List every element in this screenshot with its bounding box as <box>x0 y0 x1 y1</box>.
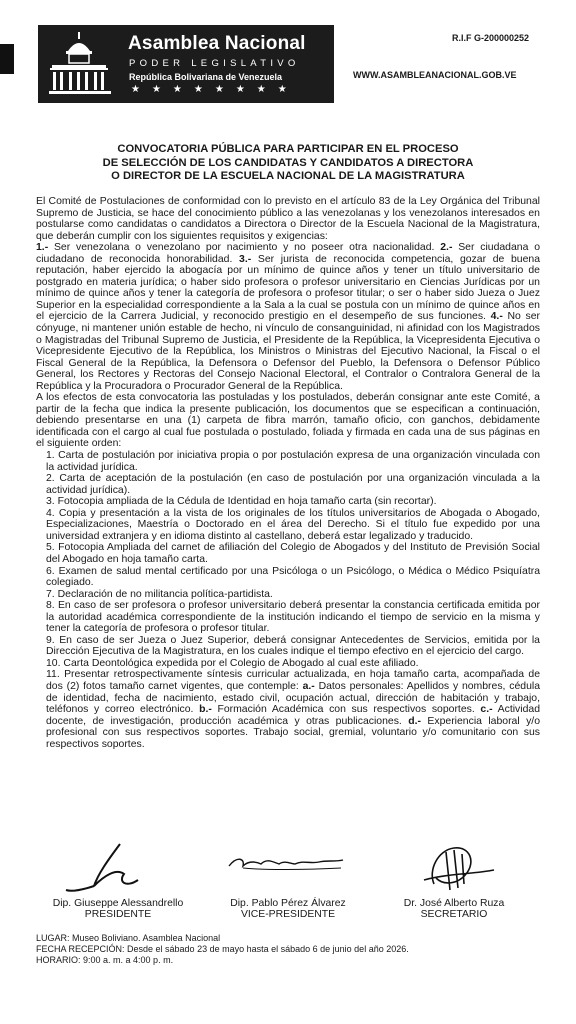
item-11-a-text: Datos personales: Apellidos y nombres, cédula de identidad, fecha de nacimiento, estado civil, ocupación actual, dirección de habitación y trabajo, teléfonos y correo electrónico. <box>46 680 541 716</box>
header-banner <box>38 25 334 103</box>
document-item: 8. En caso de ser profesora o profesor universitario deberá presentar la constancia certificada emitida por la autoridad académica correspondiente de la institución indicando el tiempo de servicio en la misma y tener la categoría de profesora o profesor titular. <box>46 600 540 635</box>
intro-paragraph: El Comité de Postulaciones de conformidad con lo previsto en el artículo 83 de la Ley Orgánica del Tribunal Supremo de Justicia, se hace del conocimiento público a las venezolanas y los venezolanos interesados en postularse como candidatas o candidatos a Directora o Director de la Escuela Nacional de la Magistratura, que deberán cumplir con los siguientes requisitos y exigencias: <box>36 196 540 242</box>
item-11-d-label: d.- <box>408 715 421 727</box>
item-11-lead: 11. Presentar retrospectivamente síntesis curricular actualizada, en hoja tamaño carta, acompañada de dos (2) fotos tamaño carnet vigentes, que contemple: <box>46 669 540 692</box>
fecha-value: Desde el sábado 23 de mayo hasta el sábado 6 de junio del año 2026. <box>124 944 409 954</box>
lugar-value: Museo Boliviano. Asamblea Nacional <box>69 933 221 943</box>
signer-role: VICE-PRESIDENTE <box>240 909 336 920</box>
capitol-building-logo <box>44 29 116 99</box>
website-link[interactable]: WWW.ASAMBLEANACIONAL.GOB.VE <box>353 70 517 80</box>
handwritten-signature-1 <box>58 840 178 898</box>
signatures-block <box>40 840 540 930</box>
document-item: 10. Carta Deontológica expedida por el Colegio de Abogado al cual este afiliado. <box>46 657 419 669</box>
document-item: 5. Fotocopia Ampliada del carnet de afiliación del Colegio de Abogados y del Instituto de Previsión Social del Abogado en hoja tamaño carta. <box>46 542 540 565</box>
document-item: 2. Carta de aceptación de la postulación (en caso de postulación por una organización vinculada a la actividad jurídica). <box>46 473 540 496</box>
document-item: 9. En caso de ser Jueza o Juez Superior, deberá consignar Antecedentes de Servicios, emitida por la Dirección Ejecutiva de la Magistratura, en los cuales indique el tiempo efectivo en el ejercicio del cargo. <box>46 634 540 658</box>
rif-number: R.I.F G-200000252 <box>452 33 530 43</box>
req-num-3: 3.- <box>239 253 252 265</box>
req-num-4: 4.- <box>490 311 503 323</box>
document-item: 1. Carta de postulación por iniciativa propia o por postulación expresa de una organización vinculada con la actividad jurídica. <box>46 450 540 473</box>
footer-horario <box>36 955 409 966</box>
footer-info <box>36 933 409 966</box>
document-item: 3. Fotocopia ampliada de la Cédula de Identidad en hoja tamaño carta (sin recortar). <box>46 496 437 508</box>
req-num-1: 1.- <box>36 242 49 254</box>
signature-secretary <box>374 840 534 920</box>
signature-president <box>38 840 198 920</box>
title-line-1: CONVOCATORIA PÚBLICA PARA PARTICIPAR EN EL PROCESO <box>117 143 459 155</box>
handwritten-signature-2 <box>223 840 353 898</box>
signature-vice-president <box>208 840 368 920</box>
requirements-paragraph <box>36 242 540 392</box>
document-item: 4. Copia y presentación a la vista de los originales de los títulos universitarios de Abogada o Abogado, Especializaciones, Maestría o Doctorado en el área del Derecho. Si el título fue expedido por una universidad extranjera y en idioma distinto al castellano, deberá estar legalizado y traducido. <box>46 507 540 542</box>
document-item: 6. Examen de salud mental certificado por una Psicóloga o un Psicólogo, o Médica o Médico Psiquíatra colegiado. <box>46 565 540 589</box>
req-text-3: Ser jurista de reconocida competencia, gozar de buena reputación, haber ejercido la abogacía por un mínimo de quince años y tener un título universitario de postgrado en materia jurídica; o haber sido profesora o profesor universitario en Ciencias Jurídicas por un mínimo de quince años y tener la categoría de profesora o profesor titular; o ser o haber sido Jueza o Juez Superior en la especialidad correspondiente a la Sala a la cual se postula con un mínimo de quince años en el ejercicio de la Carrera Judicial, y reconocido prestigio en el desempeño de sus funciones. <box>36 253 540 323</box>
document-item-11 <box>36 669 540 750</box>
signer-name: Dip. Giuseppe Alessandrello <box>52 898 184 909</box>
footer-lugar <box>36 933 409 944</box>
edge-mark <box>0 44 14 74</box>
org-name: Asamblea Nacional <box>128 33 306 54</box>
item-11-d-text: Experiencia laboral y/o profesional con sus respectivos soportes. Trabajo social, gremial, voluntario y/o comunitario con sus respectivos soportes. <box>46 715 541 750</box>
document-body <box>36 196 540 750</box>
handwritten-signature-3 <box>394 840 514 898</box>
footer-fecha <box>36 944 409 955</box>
title-line-3: O DIRECTOR DE LA ESCUELA NACIONAL DE LA MAGISTRATURA <box>111 170 465 182</box>
horario-label: HORARIO: <box>36 955 81 965</box>
documents-list <box>36 450 540 750</box>
req-num-2: 2.- <box>440 242 453 254</box>
document-title <box>40 143 536 184</box>
signer-name: Dip. Pablo Pérez Álvarez <box>230 898 346 909</box>
item-11-c-label: c.- <box>480 704 493 716</box>
title-line-2: DE SELECCIÓN DE LOS CANDIDATAS Y CANDIDATOS A DIRECTORA <box>102 156 474 169</box>
fecha-label: FECHA RECEPCIÓN: <box>36 944 125 954</box>
signer-role: SECRETARIO <box>420 909 488 920</box>
item-11-a-label: a.- <box>302 680 315 692</box>
lugar-label: LUGAR: <box>36 933 70 943</box>
signer-name: Dr. José Alberto Ruza <box>403 898 505 909</box>
item-11-c-text: Actividad docente, de investigación, producción académica y otras publicaciones. <box>46 704 540 727</box>
org-subtitle: PODER LEGISLATIVO <box>129 58 300 69</box>
signer-role: PRESIDENTE <box>84 909 152 920</box>
org-country: República Bolivariana de Venezuela <box>129 72 283 82</box>
item-11-b-label: b.- <box>199 704 212 716</box>
req-text-2: Ser ciudadana o ciudadano de reconocida honorabilidad. <box>36 242 540 265</box>
req-text-1: Ser venezolana o venezolano por nacimiento y no poseer otra nacionalidad. <box>48 242 441 254</box>
documents-intro-paragraph: A los efectos de esta convocatoria las postuladas y los postulados, deberán consignar ante este Comité, a partir de la fecha que indica la presente publicación, los documentos que se especifican a continuación, debiendo presentarse en una (1) carpeta de fibra marrón, tamaño oficio, con ganchos, debidamente identificada con el cargo al cual fue postulada o postulado, foliada y firmada en cada una de sus páginas en el siguiente orden: <box>36 392 540 450</box>
document-item: 7. Declaración de no militancia política-partidista. <box>46 588 273 600</box>
horario-value: 9:00 a. m. a 4:00 p. m. <box>80 955 174 965</box>
item-11-b-text: Formación Académica con sus respectivos soportes. <box>211 704 481 716</box>
stars-row: ★★★★★★★★ <box>131 84 299 95</box>
req-text-4: No ser cónyuge, ni mantener unión estable de hecho, ni vínculo de consanguinidad, ni afinidad con los Magistrados o Magistradas del Tribunal Supremo de Justicia, el Presidente de la República, la Vicepresidenta Ejecutiva o Vicepresidente Ejecutivo de la República, los Ministros o Ministras del Ejecutivo Nacional, la Fiscal o el Fiscal General de la República, la Defensora o Defensor del Pueblo, la Defensora o Defensor Público General, los Rectores y Rectoras del Consejo Nacional Electoral, el Contralor o Contralora General de la República y la Procuradora o Procurador General de la República. <box>36 311 540 392</box>
